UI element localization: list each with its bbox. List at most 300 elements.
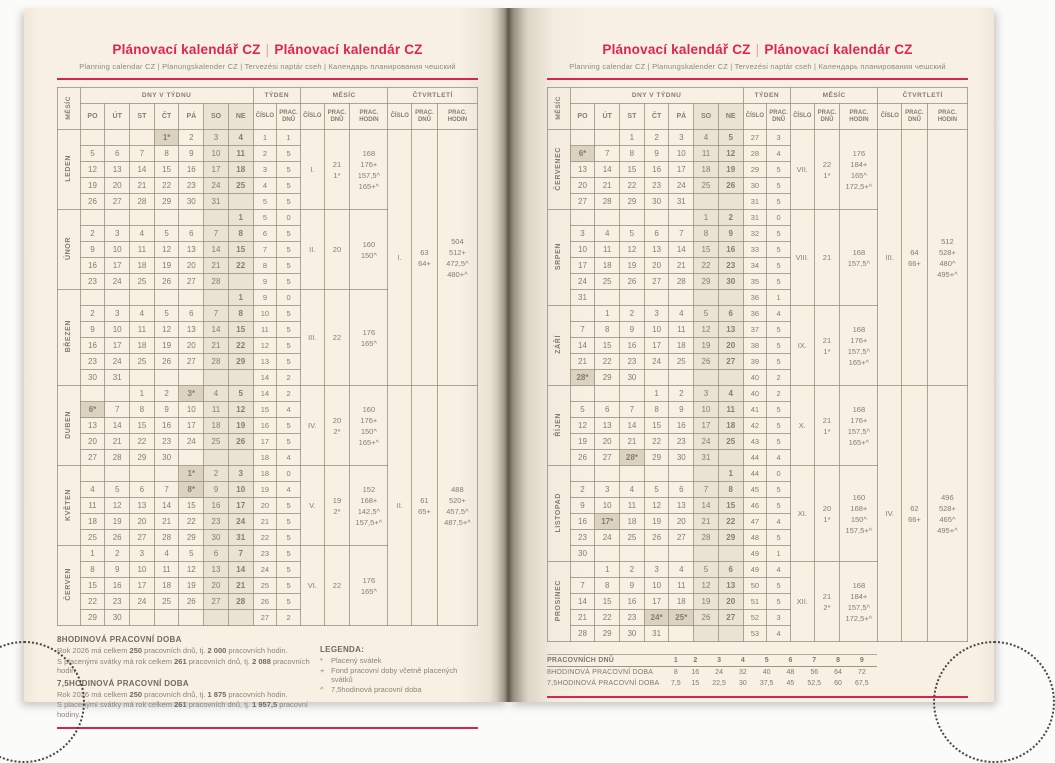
day-cell: 25 [80,530,105,546]
day-cell [130,466,155,482]
page-right [509,8,994,702]
worktime-value: 250 [129,689,143,699]
day-cell: 14 [620,418,645,434]
day-cell: 9 [204,482,229,498]
conversion-value: 7,5 [670,680,681,687]
day-cell: 24 [228,514,253,530]
month-workdays [324,546,350,626]
week-number: 12 [253,338,277,354]
header-group: TÝDEN [253,88,300,104]
day-cell [669,210,694,226]
day-cell: 1 [80,546,105,562]
page-left [24,8,509,719]
week-number: 34 [743,258,767,274]
day-cell: 29 [228,354,253,370]
calendar-body [548,130,968,642]
week-workdays: 4 [767,562,791,578]
day-cell: 25* [669,610,694,626]
day-cell: 28 [570,626,595,642]
day-cell: 12 [644,498,669,514]
page-header [547,42,968,80]
week-number: 44 [743,466,767,482]
day-cell: 6 [669,482,694,498]
month-number: XII. [790,562,814,642]
week-workdays: 5 [277,338,301,354]
legend-title: LEGENDA: [320,645,365,654]
day-cell: 1 [595,306,620,322]
day-cell [595,546,620,562]
day-cell [570,562,595,578]
day-cell: 14 [669,242,694,258]
day-cell: 3 [228,466,253,482]
day-cell [620,290,645,306]
worktime-segment: pracovních dnů, tj. [186,700,253,709]
value-line: 168 [852,324,866,334]
month-number: X. [790,386,814,466]
day-cell: 12 [80,162,105,178]
week-number: 17 [253,434,277,450]
month-hours [840,386,878,466]
day-cell: 6* [80,402,105,418]
day-cell: 21 [570,610,595,626]
conversion-value: 37,5 [759,680,774,687]
day-cell: 3 [595,482,620,498]
day-cell: 2 [644,130,669,146]
day-cell: 19 [179,578,204,594]
month-hours [840,466,878,562]
value-line: 1* [823,346,831,356]
day-cell: 16 [620,594,645,610]
week-number: 22 [253,530,277,546]
week-number: 9 [253,290,277,306]
day-cell: 11 [620,498,645,514]
day-cell: 19 [228,418,253,434]
day-cell: 13 [130,498,155,514]
week-workdays: 5 [767,162,791,178]
day-cell: 5 [694,562,719,578]
worktime-heading: 8HODINOVÁ PRACOVNÍ DOBA [57,635,182,644]
day-cell [570,466,595,482]
value-line: 62 [910,503,919,513]
day-cell: 18 [80,514,105,530]
day-cell [179,290,204,306]
day-cell: 26 [105,530,130,546]
day-cell: 16 [570,514,595,530]
day-cell [130,130,155,146]
week-workdays: 5 [767,482,791,498]
month-number: VII. [790,130,814,210]
week-number: 53 [743,626,767,642]
value-line: 176 [362,575,376,585]
day-cell: 19 [154,338,179,354]
day-cell: 3 [644,306,669,322]
week-workdays: 5 [277,146,301,162]
day-cell [228,450,253,466]
day-cell: 1 [644,386,669,402]
day-cell: 14 [570,338,595,354]
conversion-value: 56 [810,669,819,676]
day-cell: 24* [644,610,669,626]
day-cell: 1 [228,210,253,226]
day-cell: 19 [620,258,645,274]
day-cell: 27 [130,530,155,546]
day-cell: 30 [718,274,743,290]
week-workdays: 5 [277,322,301,338]
day-cell [620,386,645,402]
day-cell: 17 [179,418,204,434]
header-sub: ČÍSLO [790,104,814,130]
day-cell: 17 [694,418,719,434]
value-line: 160 [362,404,376,414]
day-cell: 18 [130,338,155,354]
legend-symbol: ^ [320,684,324,694]
day-cell: 28 [105,450,130,466]
month-workdays [324,210,350,290]
day-cell: 13 [179,242,204,258]
day-cell: 3 [669,130,694,146]
day-cell [694,546,719,562]
day-cell [154,370,179,386]
value-line: 176+ [850,415,868,425]
day-cell: 9 [620,578,645,594]
conversion-value: 4 [734,655,751,667]
accent-rule-bottom [57,727,478,729]
day-cell: 27 [669,530,694,546]
day-cell: 27 [595,450,620,466]
week-workdays: 5 [277,562,301,578]
value-line: 19 [332,495,342,505]
month-number: VI. [300,546,324,626]
day-cell: 22 [694,258,719,274]
worktime-segment: pracovních hodin. [57,656,310,675]
title-separator: | [265,42,270,57]
day-cell: 18 [694,162,719,178]
day-cell: 24 [644,354,669,370]
week-workdays: 4 [767,146,791,162]
conversion-value: 72 [857,669,866,676]
day-cell: 20 [204,578,229,594]
conversion-value: 40 [762,669,771,676]
header-sub: PRAC. DNŮ [767,104,791,130]
day-cell: 25 [718,434,743,450]
day-cell: 24 [595,530,620,546]
month-hours [350,466,388,546]
week-number: 1 [253,130,277,146]
day-cell [179,450,204,466]
week-workdays: 1 [767,546,791,562]
value-line: 21 [822,335,832,345]
perforation-arc [933,641,1055,763]
day-cell [204,450,229,466]
day-cell [80,386,105,402]
header-day: NE [718,104,743,130]
quarter-workdays [412,130,438,386]
worktime-value: 261 [174,656,187,666]
day-cell: 15 [228,322,253,338]
day-cell: 11 [204,402,229,418]
value-line: 165+^ [358,437,380,447]
day-cell: 25 [130,354,155,370]
day-cell: 3 [570,226,595,242]
day-cell: 15 [80,578,105,594]
day-cell: 23 [620,610,645,626]
day-cell: 24 [570,274,595,290]
day-cell: 11 [228,146,253,162]
day-cell: 20 [644,258,669,274]
day-cell: 9 [570,498,595,514]
worktime-segment: pracovní hodiny. [57,700,308,719]
day-cell: 5 [154,226,179,242]
day-cell: 3* [179,386,204,402]
week-workdays: 3 [767,130,791,146]
month-hours [350,290,388,386]
month-number: IV. [300,386,324,466]
title-separator: | [755,42,760,57]
week-workdays: 3 [767,610,791,626]
day-cell: 28 [694,530,719,546]
worktime-value: 250 [129,646,143,655]
month-name: LEDEN [58,130,81,210]
day-cell: 22 [644,434,669,450]
day-cell: 13 [80,418,105,434]
day-cell: 3 [204,130,229,146]
day-cell [595,290,620,306]
quarter-hours [927,130,967,386]
value-line: 150^ [360,426,377,436]
week-workdays: 5 [277,578,301,594]
day-cell: 17 [644,594,669,610]
conversion-value: 6 [782,655,799,667]
quarter-workdays [412,386,438,626]
day-cell: 10 [179,402,204,418]
day-cell [669,546,694,562]
day-cell [718,546,743,562]
day-cell: 31 [644,626,669,642]
quarter-hours [927,386,967,642]
value-line: 488 [451,484,464,494]
day-cell: 4 [620,482,645,498]
day-cell: 17 [570,258,595,274]
day-cell: 15 [620,162,645,178]
day-cell: 1* [179,466,204,482]
week-workdays: 4 [277,450,301,466]
day-cell: 29 [620,194,645,210]
week-workdays: 5 [767,578,791,594]
day-cell: 24 [105,354,130,370]
day-cell [179,370,204,386]
week-workdays: 5 [277,226,301,242]
day-cell: 27 [718,610,743,626]
header-day: SO [694,104,719,130]
day-cell: 7 [570,322,595,338]
day-cell: 20 [718,594,743,610]
conversion-value: 60 [834,680,842,687]
day-cell: 26 [154,354,179,370]
day-cell: 17* [595,514,620,530]
week-number: 41 [743,402,767,418]
day-cell: 16 [105,578,130,594]
day-cell: 14 [204,322,229,338]
day-cell: 16 [179,162,204,178]
day-cell: 4 [154,546,179,562]
worktime-text [57,635,312,720]
value-line: 176+ [850,335,868,345]
week-workdays: 5 [277,354,301,370]
day-cell: 22 [620,178,645,194]
day-cell: 23 [154,434,179,450]
value-line: 160 [362,239,376,249]
value-line: 176 [362,327,376,337]
day-cell: 17 [228,498,253,514]
value-line: 172,5+^ [845,181,873,191]
month-hours [840,306,878,386]
day-cell: 23 [644,178,669,194]
day-cell: 2 [105,546,130,562]
header-mesic: MĚSÍC [58,88,81,130]
header-group: ČTVRTLETÍ [878,88,968,104]
day-cell: 22 [595,354,620,370]
value-line: 142,5^ [357,506,381,516]
value-line: 2* [333,426,341,436]
day-cell: 18 [228,162,253,178]
day-cell: 16 [644,162,669,178]
day-cell: 12 [620,242,645,258]
week-number: 15 [253,402,277,418]
day-cell: 27 [570,194,595,210]
header-day: PO [80,104,105,130]
month-name: DUBEN [58,386,81,466]
week-number: 39 [743,354,767,370]
worktime-segment: pracovních hodin. [226,646,288,655]
day-cell: 4 [669,306,694,322]
day-cell: 30 [644,194,669,210]
day-cell: 31 [570,290,595,306]
day-cell: 29 [694,274,719,290]
day-cell: 16 [620,338,645,354]
day-cell: 22 [179,514,204,530]
day-cell: 25 [154,594,179,610]
day-cell: 2 [80,306,105,322]
value-line: 1* [823,170,831,180]
day-cell: 28 [595,194,620,210]
day-cell: 16 [80,338,105,354]
day-cell: 30 [620,370,645,386]
day-cell: 10 [105,322,130,338]
calendar-body [58,130,478,626]
day-cell: 12 [718,146,743,162]
week-number: 24 [253,562,277,578]
day-cell: 15 [228,242,253,258]
week-workdays: 1 [767,290,791,306]
day-cell: 21 [204,338,229,354]
page-subtitle: Planning calendar CZ | Planungskalender CZ | Tervezési naptár cseh | Календарь планирования чешский [79,62,456,71]
day-cell: 14 [130,162,155,178]
day-cell [595,210,620,226]
week-workdays: 5 [277,546,301,562]
worktime-line [57,690,312,700]
value-line: 157,5^ [847,258,871,268]
day-cell: 9 [669,402,694,418]
quarter-number: II. [388,386,412,626]
day-cell [228,194,253,210]
week-workdays: 1 [277,130,301,146]
day-cell: 29 [718,530,743,546]
week-number: 5 [253,210,277,226]
worktime-segment: Rok 2026 má celkem [57,689,130,699]
day-cell: 12 [105,498,130,514]
day-cell: 7 [154,482,179,498]
legend-text: 7,5hodinová pracovní doba [331,684,422,694]
week-row [58,386,478,402]
header-sub: ČÍSLO [253,104,277,130]
value-line: 165+^ [848,437,870,447]
month-workdays [324,290,350,386]
day-cell: 6 [179,226,204,242]
week-number: 18 [253,466,277,482]
day-cell: 26 [154,274,179,290]
day-cell [154,466,179,482]
week-number: 45 [743,482,767,498]
value-line: 528+ [938,503,956,513]
day-cell: 22 [130,434,155,450]
calendar-table-h1 [57,87,478,626]
value-line: 184+ [850,591,868,601]
value-line: 168 [852,404,866,414]
worktime-line [57,657,312,676]
day-cell: 1 [595,562,620,578]
value-line: 487,5+^ [444,517,471,527]
day-cell: 14 [694,498,719,514]
day-cell: 12 [179,562,204,578]
day-cell [105,210,130,226]
value-line: 150^ [850,514,867,524]
day-cell: 6 [179,306,204,322]
day-cell: 27 [204,594,229,610]
day-cell: 20 [570,178,595,194]
week-number: 28 [743,146,767,162]
day-cell: 12 [154,322,179,338]
value-line: 1* [823,426,831,436]
day-cell [595,130,620,146]
day-cell [644,290,669,306]
value-line: 64+ [418,258,431,268]
day-cell: 31 [669,194,694,210]
day-cell [694,370,719,386]
month-name: BŘEZEN [58,290,81,386]
day-cell: 11 [595,242,620,258]
month-number: V. [300,466,324,546]
month-name: ÚNOR [58,210,81,290]
header-sub: ČÍSLO [743,104,767,130]
header-sub: PRAC. DNŮ [814,104,840,130]
week-number: 16 [253,418,277,434]
day-cell [154,210,179,226]
conversion-value: 48 [786,669,795,676]
month-workdays [324,130,350,210]
value-line: 496 [941,492,954,502]
value-line: 20 [332,245,342,254]
day-cell: 15 [130,418,155,434]
value-line: 457,5^ [446,506,469,516]
month-workdays [324,386,350,466]
day-cell: 14 [154,498,179,514]
conversion-value: 9 [847,655,877,667]
day-cell [105,290,130,306]
day-cell [718,626,743,642]
day-cell: 12 [570,418,595,434]
day-cell: 18 [718,418,743,434]
week-workdays: 5 [767,434,791,450]
